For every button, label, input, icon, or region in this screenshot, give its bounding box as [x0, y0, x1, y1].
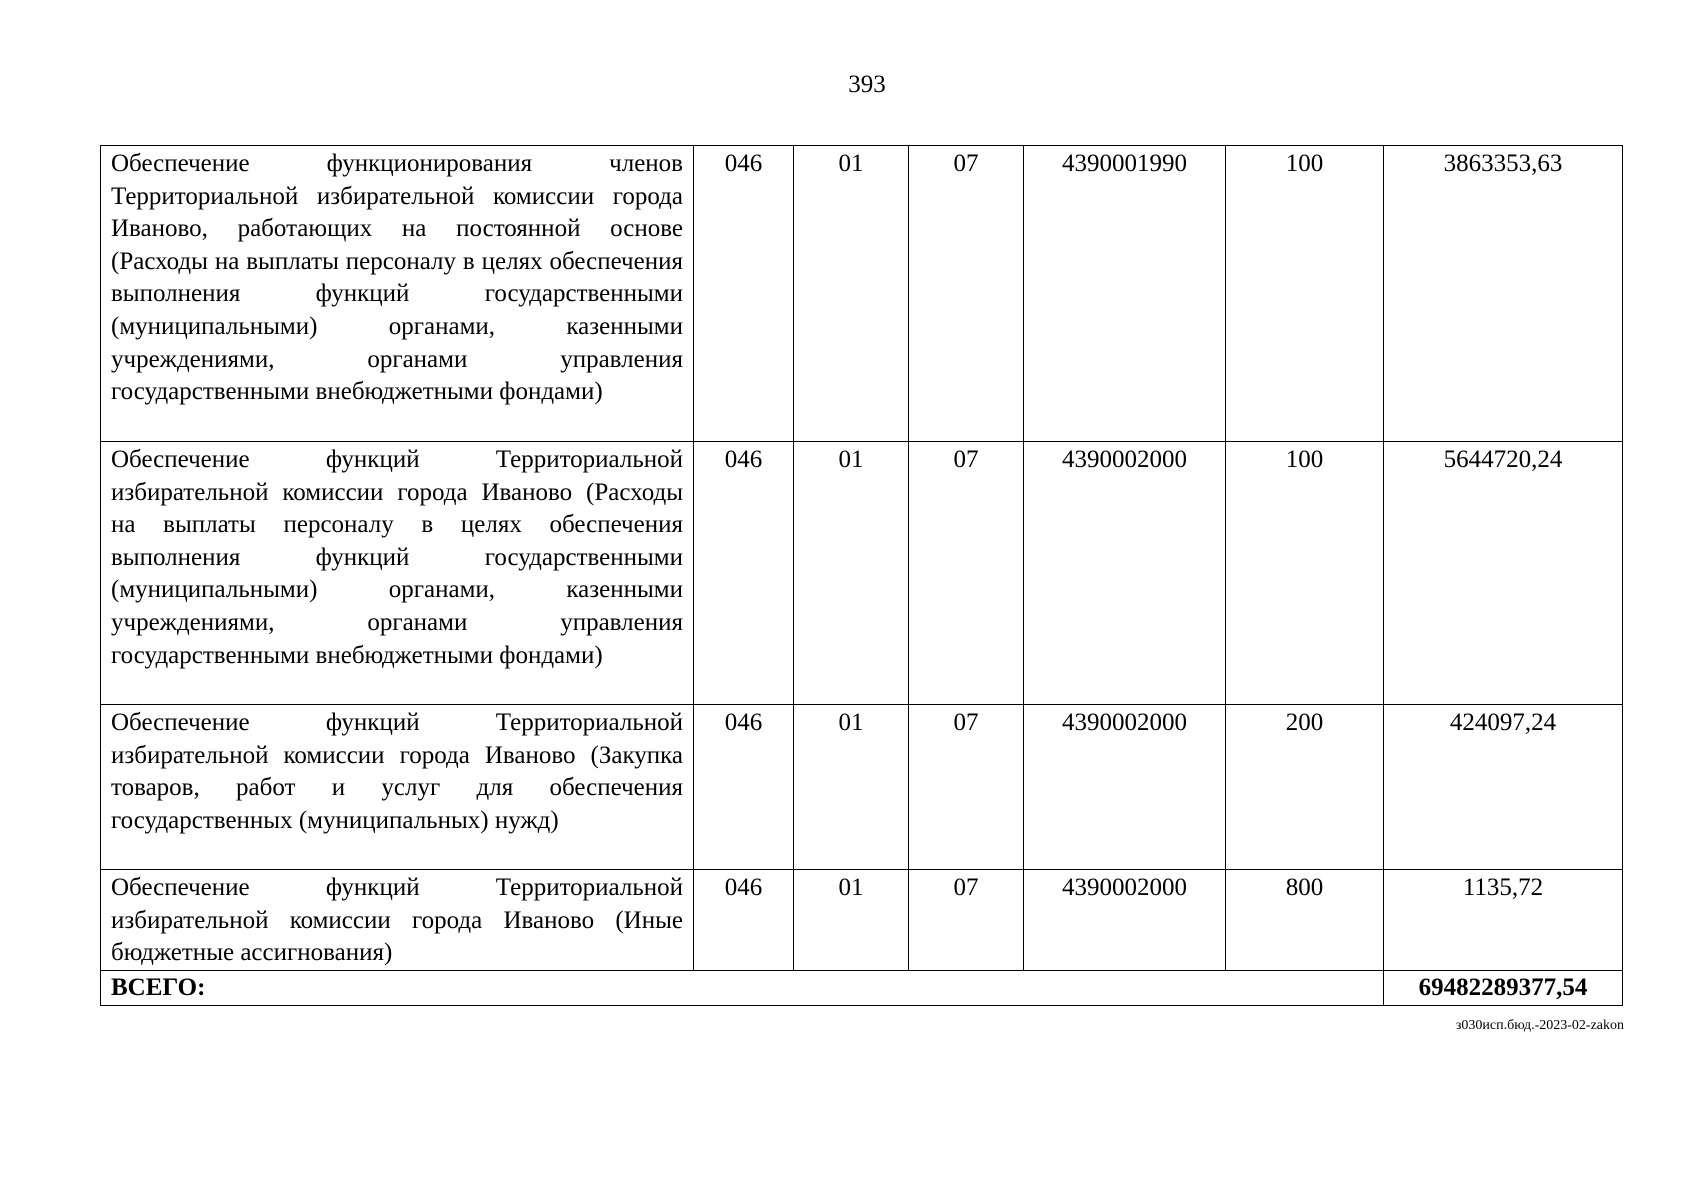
row-target-article: 4390002000 — [1024, 442, 1226, 705]
row-subsection-code: 07 — [909, 870, 1024, 971]
row-expense-type: 100 — [1226, 146, 1384, 442]
row-target-article: 4390001990 — [1024, 146, 1226, 442]
budget-table — [100, 145, 1623, 1006]
total-amount: 69482289377,54 — [1384, 970, 1623, 1005]
total-label: ВСЕГО: — [101, 970, 1384, 1005]
row-description: Обеспечение функционирования членов Территориальной избирательной комиссии города Иваново, работающих на постоянной основе (Расходы на выплаты персоналу в целях обеспечения выполнения функций государственными (муниципальными) органами, казенными учреждениями, органами управления государственными внебюджетными фондами) — [101, 146, 694, 442]
row-amount: 424097,24 — [1384, 705, 1623, 870]
row-subsection-code: 07 — [909, 705, 1024, 870]
row-target-article: 4390002000 — [1024, 870, 1226, 971]
row-section-code: 01 — [794, 870, 909, 971]
row-ministry-code: 046 — [694, 146, 794, 442]
row-subsection-code: 07 — [909, 442, 1024, 705]
total-row — [101, 970, 1623, 1005]
row-section-code: 01 — [794, 442, 909, 705]
table-row — [101, 705, 1623, 870]
row-description: Обеспечение функций Территориальной избирательной комиссии города Иваново (Иные бюджетные ассигнования) — [101, 870, 694, 971]
page-number: 393 — [848, 71, 886, 98]
row-description: Обеспечение функций Территориальной избирательной комиссии города Иваново (Расходы на выплаты персоналу в целях обеспечения выполнения функций государственными (муниципальными) органами, казенными учреждениями, органами управления государственными внебюджетными фондами) — [101, 442, 694, 705]
table-row — [101, 870, 1623, 971]
row-expense-type: 800 — [1226, 870, 1384, 971]
row-section-code: 01 — [794, 705, 909, 870]
row-ministry-code: 046 — [694, 705, 794, 870]
row-target-article: 4390002000 — [1024, 705, 1226, 870]
table-row — [101, 146, 1623, 442]
row-description: Обеспечение функций Территориальной избирательной комиссии города Иваново (Закупка товаров, работ и услуг для обеспечения государственных (муниципальных) нужд) — [101, 705, 694, 870]
table-row — [101, 442, 1623, 705]
row-ministry-code: 046 — [694, 870, 794, 971]
row-section-code: 01 — [794, 146, 909, 442]
row-expense-type: 100 — [1226, 442, 1384, 705]
row-subsection-code: 07 — [909, 146, 1024, 442]
row-ministry-code: 046 — [694, 442, 794, 705]
document-code: з030исп.бюд.-2023-02-zakon — [1455, 1018, 1624, 1033]
row-amount: 3863353,63 — [1384, 146, 1623, 442]
row-expense-type: 200 — [1226, 705, 1384, 870]
row-amount: 1135,72 — [1384, 870, 1623, 971]
row-amount: 5644720,24 — [1384, 442, 1623, 705]
